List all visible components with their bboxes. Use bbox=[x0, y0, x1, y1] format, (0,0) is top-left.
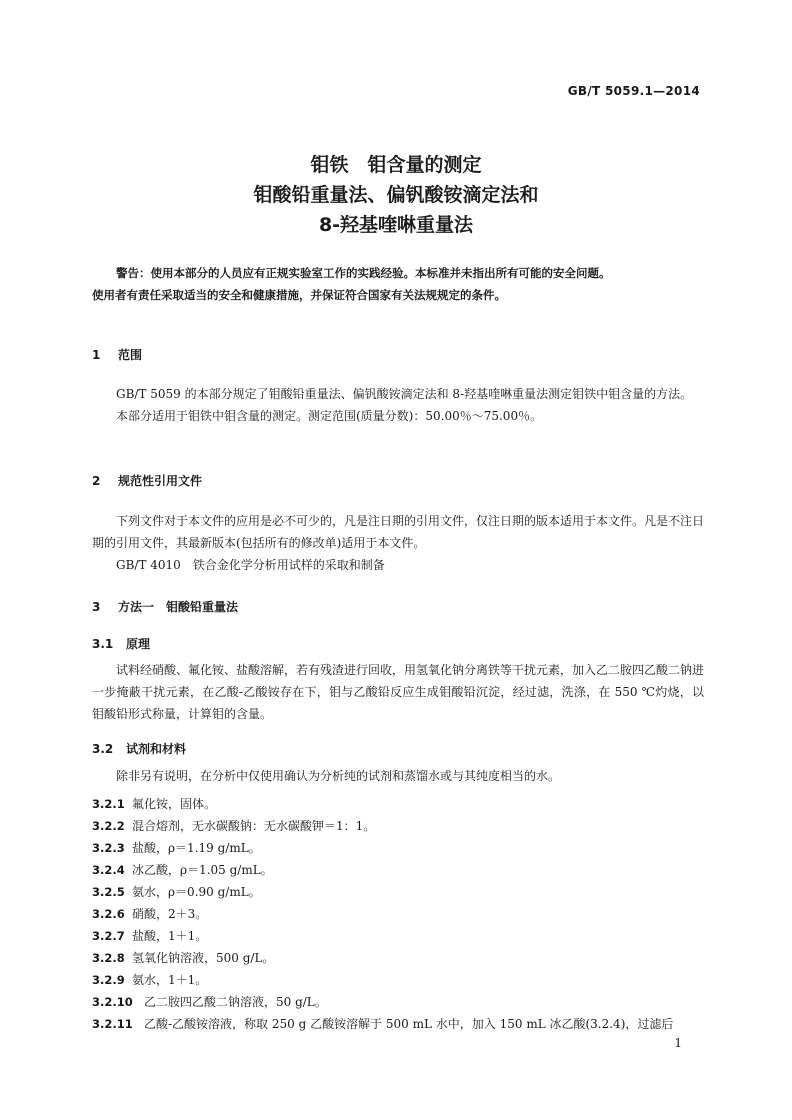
paragraph: 下列文件对于本文件的应用是必不可少的，凡是注日期的引用文件，仅注日期的版本适用于本文件。凡是不注日期的引用文件，其最新版本(包括所有的修改单)适用于本文件。 bbox=[92, 514, 705, 550]
section-1-heading bbox=[92, 346, 142, 363]
item-number: 3.2.7 bbox=[92, 929, 125, 943]
item-text: 乙二胺四乙酸二钠溶液，50 g/L。 bbox=[144, 995, 327, 1009]
item-number: 3.2.9 bbox=[92, 973, 125, 987]
item-text: 乙酸-乙酸铵溶液，称取 250 g 乙酸铵溶解于 500 mL 水中，加入 150 mL 冰乙酸(3.2.4)，过滤后 bbox=[144, 1017, 674, 1031]
list-item bbox=[92, 1015, 673, 1032]
item-number: 3.2.5 bbox=[92, 885, 125, 899]
item-number: 3.2.3 bbox=[92, 841, 125, 855]
section-number: 2 bbox=[92, 474, 101, 488]
section-3-2-heading bbox=[92, 740, 186, 757]
list-item bbox=[92, 949, 274, 966]
warning-line-1: 警告：使用本部分的人员应有正规实验室工作的实践经验。本标准并未指出所有可能的安全问题。 bbox=[116, 266, 611, 280]
list-item bbox=[92, 905, 207, 922]
paragraph: 除非另有说明，在分析中仅使用确认为分析纯的试剂和蒸馏水或与其纯度相当的水。 bbox=[116, 769, 561, 783]
page-number: 1 bbox=[674, 1036, 682, 1050]
item-text: 盐酸，ρ＝1.19 g/mL。 bbox=[132, 841, 261, 855]
section-3-heading bbox=[92, 598, 238, 615]
list-item bbox=[92, 795, 216, 812]
section-title: 规范性引用文件 bbox=[118, 474, 203, 488]
list-item bbox=[92, 861, 273, 878]
section-title: 试剂和材料 bbox=[126, 742, 187, 756]
title-line-1: 钼铁 钼含量的测定 bbox=[310, 154, 482, 176]
section-1-body bbox=[92, 383, 704, 427]
item-number: 3.2.8 bbox=[92, 951, 125, 965]
list-item bbox=[92, 839, 261, 856]
item-number: 3.2.4 bbox=[92, 863, 125, 877]
list-item bbox=[92, 927, 207, 944]
warning-block bbox=[92, 262, 702, 306]
section-number: 3.2 bbox=[92, 742, 114, 756]
item-number: 3.2.6 bbox=[92, 907, 125, 921]
item-text: 盐酸，1＋1。 bbox=[132, 929, 208, 943]
section-title: 原理 bbox=[126, 637, 151, 651]
paragraph: 试料经硝酸、氟化铵、盐酸溶解，若有残渣进行回收，用氢氧化钠分离铁等干扰元素，加入乙二胺四乙酸二钠进一步掩蔽干扰元素，在乙酸-乙酸铵存在下，钼与乙酸铅反应生成钼酸铅沉淀，经过滤，洗涤，在 550 ℃灼烧，以钼酸铅形式称量，计算钼的含量。 bbox=[92, 663, 705, 721]
section-title: 方法一 钼酸铅重量法 bbox=[118, 600, 239, 614]
section-2-body bbox=[92, 510, 704, 576]
item-number: 3.2.11 bbox=[92, 1017, 133, 1031]
item-text: 混合熔剂，无水碳酸钠：无水碳酸钾＝1：1。 bbox=[132, 819, 376, 833]
title-line-3: 8-羟基喹啉重量法 bbox=[318, 214, 474, 236]
standard-number: GB/T 5059.1—2014 bbox=[567, 84, 700, 98]
item-number: 3.2.2 bbox=[92, 819, 125, 833]
paragraph: 本部分适用于钼铁中钼含量的测定。测定范围(质量分数)：50.00％～75.00％。 bbox=[116, 409, 543, 423]
list-item bbox=[92, 817, 375, 834]
section-3-1-heading bbox=[92, 635, 150, 652]
paragraph: GB/T 5059 的本部分规定了钼酸铅重量法、偏钒酸铵滴定法和 8-羟基喹啉重量法测定钼铁中钼含量的方法。 bbox=[116, 387, 693, 401]
section-number: 3.1 bbox=[92, 637, 114, 651]
item-number: 3.2.10 bbox=[92, 995, 133, 1009]
title-line-2: 钼酸铅重量法、偏钒酸铵滴定法和 bbox=[253, 184, 539, 206]
item-text: 硝酸，2＋3。 bbox=[132, 907, 208, 921]
section-number: 1 bbox=[92, 348, 101, 362]
item-text: 氨水，ρ＝0.90 g/mL。 bbox=[132, 885, 261, 899]
item-text: 氨水，1＋1。 bbox=[132, 973, 208, 987]
item-text: 氟化铵，固体。 bbox=[132, 797, 217, 811]
list-item bbox=[92, 971, 207, 988]
list-item bbox=[92, 883, 261, 900]
item-text: 氢氧化钠溶液，500 g/L。 bbox=[132, 951, 275, 965]
reference-entry: GB/T 4010 铁合金化学分析用试样的采取和制备 bbox=[116, 558, 385, 572]
section-2-heading bbox=[92, 472, 202, 489]
warning-line-2: 使用者有责任采取适当的安全和健康措施，并保证符合国家有关法规规定的条件。 bbox=[92, 288, 506, 302]
item-text: 冰乙酸，ρ＝1.05 g/mL。 bbox=[132, 863, 273, 877]
section-3-1-body bbox=[92, 659, 704, 725]
list-item bbox=[92, 993, 327, 1010]
section-title: 范围 bbox=[118, 348, 143, 362]
section-3-2-intro bbox=[92, 765, 704, 787]
item-number: 3.2.1 bbox=[92, 797, 125, 811]
section-number: 3 bbox=[92, 600, 101, 614]
